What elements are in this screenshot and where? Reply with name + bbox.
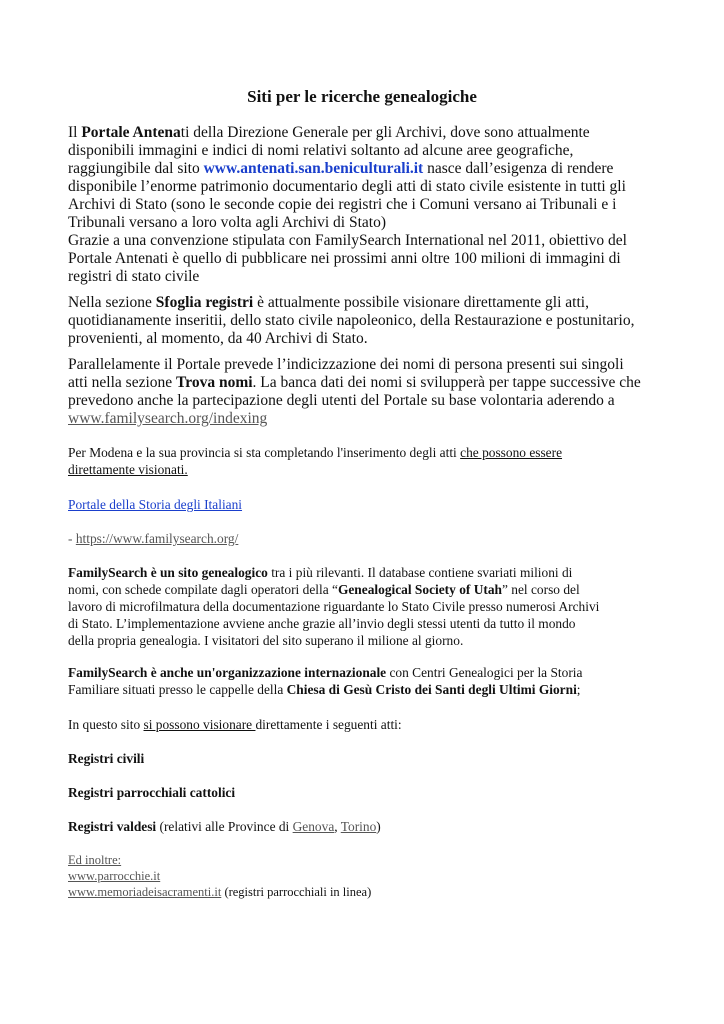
memoria-sacramenti-link[interactable]: www.memoriadeisacramenti.it bbox=[68, 885, 222, 899]
registri-civili: Registri civili bbox=[68, 751, 145, 766]
text: Archivi di Stato (sono le seconde copie dei registri che i Comuni versano ai Tribunali e i bbox=[68, 196, 617, 213]
text: Tribunali versano a loro volta agli Archivi di Stato) bbox=[68, 214, 386, 231]
familysearch-org-paragraph bbox=[68, 664, 668, 698]
text: . La banca dati dei nomi si svilupperà per tappe successive che bbox=[252, 374, 641, 391]
portale-antenati-bold: Portale Antena bbox=[81, 124, 181, 141]
text: In questo sito bbox=[68, 717, 144, 732]
familysearch-link-row bbox=[68, 530, 668, 547]
registri-valdesi: Registri valdesi bbox=[68, 819, 157, 834]
sfoglia-paragraph bbox=[68, 294, 668, 348]
visionati-link[interactable]: che possono essere bbox=[460, 445, 563, 460]
text: Familiare situati presso le cappelle della bbox=[68, 682, 287, 697]
registri-parrocchiali-row bbox=[68, 784, 668, 801]
text: con Centri Genealogici per la Storia bbox=[386, 665, 583, 680]
registri-parrocchiali: Registri parrocchiali cattolici bbox=[68, 785, 236, 800]
text: nasce dall’esigenza di rendere bbox=[423, 160, 614, 177]
text: raggiungibile dal sito bbox=[68, 160, 204, 177]
text: Il bbox=[68, 124, 82, 141]
visionare-line bbox=[68, 716, 668, 733]
text: atti nella sezione bbox=[68, 374, 177, 391]
text: ti della Direzione Generale per gli Archivi, dove sono attualmente bbox=[180, 124, 590, 141]
familysearch-bold: FamilySearch è un sito genealogico bbox=[68, 565, 268, 580]
gsu-bold: Genealogical Society of Utah bbox=[337, 582, 502, 597]
text: (registri parrocchiali in linea) bbox=[221, 885, 372, 899]
text: ) bbox=[376, 819, 381, 834]
text: ; bbox=[576, 682, 581, 697]
text: nomi, con schede compilate dagli operatori della “ bbox=[68, 582, 338, 597]
familysearch-indexing-link[interactable]: www.familysearch.org/indexing bbox=[68, 410, 268, 427]
modena-paragraph bbox=[68, 444, 668, 478]
registri-civili-row bbox=[68, 750, 668, 767]
dash: - bbox=[68, 531, 76, 546]
text: Per Modena e la sua provincia si sta completando l'inserimento degli atti bbox=[68, 445, 461, 460]
antenati-site-link[interactable]: www.antenati.san.beniculturali.it bbox=[203, 160, 424, 177]
visionare-link[interactable]: si possono visionare bbox=[143, 717, 256, 732]
registri-valdesi-row bbox=[68, 818, 668, 835]
familysearch-link[interactable]: https://www.familysearch.org/ bbox=[75, 531, 239, 546]
familysearch-paragraph bbox=[68, 564, 668, 649]
text: di Stato. L’implementazione avviene anche grazie all’invio degli stessi utenti da tutto il mondo bbox=[68, 616, 576, 631]
trova-nomi-bold: Trova nomi bbox=[176, 374, 253, 391]
page-title: Siti per le ricerche genealogiche bbox=[247, 87, 477, 106]
trova-nomi-paragraph bbox=[68, 356, 668, 428]
visionati-link-continued[interactable]: direttamente visionati. bbox=[68, 462, 188, 477]
text: tra i più rilevanti. Il database contiene svariati milioni di bbox=[267, 565, 573, 580]
text: Grazie a una convenzione stipulata con FamilySearch International nel 2011, obiettivo del bbox=[68, 232, 627, 249]
text: disponibili immagini e indici di nomi relativi soltanto ad alcune aree geografiche, bbox=[68, 142, 574, 159]
text: provenienti, al momento, da 40 Archivi di Stato. bbox=[68, 330, 368, 347]
text: disponibile l’enorme patrimonio documentario degli atti di stato civile esistente in tutti gli bbox=[68, 178, 626, 195]
text: è attualmente possibile visionare direttamente gli atti, bbox=[253, 294, 589, 311]
text: della propria genealogia. I visitatori del sito superano il milione al giorno. bbox=[68, 633, 464, 648]
text: direttamente i seguenti atti: bbox=[255, 717, 402, 732]
text: registri di stato civile bbox=[68, 268, 200, 285]
antenati-paragraph bbox=[68, 124, 668, 286]
portale-storia-italiani-link[interactable]: Portale della Storia degli Italiani bbox=[68, 497, 243, 512]
text: prevedono anche la partecipazione degli utenti del Portale su base volontaria aderendo a bbox=[68, 392, 615, 409]
text: (relativi alle Province di bbox=[156, 819, 293, 834]
text: Parallelamente il Portale prevede l’indicizzazione dei nomi di persona presenti sui singoli bbox=[68, 356, 624, 373]
text: Portale Antenati è quello di pubblicare nei prossimi anni oltre 100 milioni di immagini di bbox=[68, 250, 621, 267]
portale-storia-row bbox=[68, 496, 668, 513]
sfoglia-registri-bold: Sfoglia registri bbox=[155, 294, 254, 311]
text: Nella sezione bbox=[68, 294, 156, 311]
torino-link[interactable]: Torino bbox=[340, 819, 377, 834]
text: quotidianamente inseritii, dello stato civile napoleonico, della Restaurazione e postunitario, bbox=[68, 312, 635, 329]
chiesa-bold: Chiesa di Gesù Cristo dei Santi degli Ultimi Giorni bbox=[286, 682, 577, 697]
genova-link[interactable]: Genova bbox=[292, 819, 335, 834]
familysearch-org-bold: FamilySearch è anche un'organizzazione internazionale bbox=[68, 665, 387, 680]
inoltre-block bbox=[68, 852, 668, 900]
text: ” nel corso del bbox=[501, 582, 580, 597]
ed-inoltre-label: Ed inoltre: bbox=[68, 853, 122, 867]
text: , bbox=[334, 819, 341, 834]
parrocchie-link[interactable]: www.parrocchie.it bbox=[68, 869, 161, 883]
text: lavoro di microfilmatura della documentazione riguardante lo Stato Civile presso numerosi Archivi bbox=[68, 599, 600, 614]
